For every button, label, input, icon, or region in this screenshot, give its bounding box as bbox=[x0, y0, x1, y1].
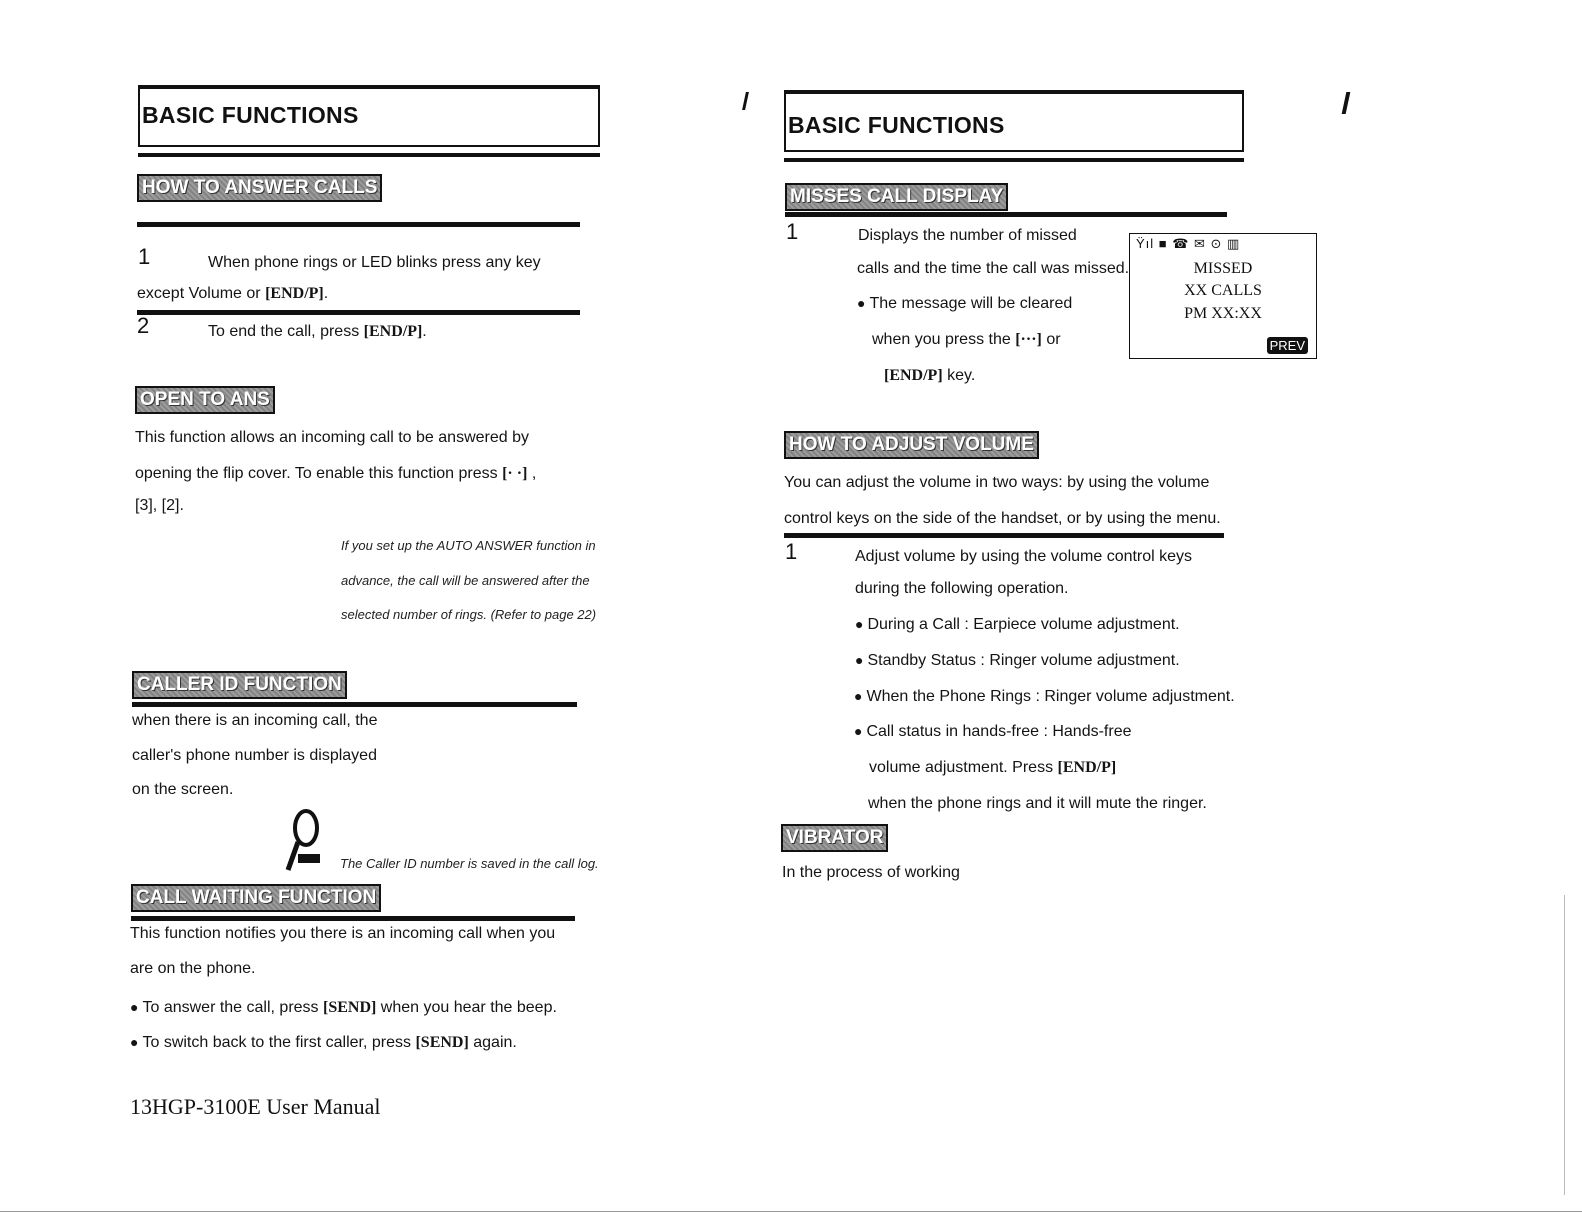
caller-line-1: when there is an incoming call, the bbox=[132, 712, 378, 729]
waiting-line-2: are on the phone. bbox=[130, 960, 256, 977]
page-bottom-edge bbox=[0, 1211, 1582, 1212]
volume-bullet-3: ● When the Phone Rings : Ringer volume adjustment. bbox=[854, 688, 1235, 705]
answer-rule bbox=[137, 222, 580, 227]
answer-step2-number: 2 bbox=[137, 313, 150, 338]
answer-calls-heading: HOW TO ANSWER CALLS bbox=[137, 174, 382, 202]
volume-bullet-4: ● Call status in hands-free : Hands-free bbox=[854, 723, 1132, 740]
answer-step1-continued: except Volume or [END/P]. bbox=[137, 285, 329, 302]
answer-step1-text: When phone rings or LED blinks press any key bbox=[208, 254, 541, 271]
open-note-line-2: advance, the call will be answered after the bbox=[341, 573, 590, 588]
volume-intro-1: You can adjust the volume in two ways: by using the volume bbox=[784, 474, 1210, 491]
note-icon bbox=[276, 808, 326, 878]
adjust-volume-heading: HOW TO ADJUST VOLUME bbox=[784, 431, 1039, 459]
lcd-line-1: MISSED bbox=[1193, 260, 1253, 277]
open-note-line-3: selected number of rings. (Refer to page 22) bbox=[341, 607, 597, 622]
missed-line-5: [END/P] key. bbox=[884, 367, 976, 384]
scan-mark-right bbox=[1342, 92, 1351, 114]
vibrator-line-1: In the process of working bbox=[782, 864, 960, 881]
volume-rule bbox=[784, 533, 1224, 538]
open-note-line-1: If you set up the AUTO ANSWER function in bbox=[341, 538, 596, 553]
volume-intro-2: control keys on the side of the handset, or by using the menu. bbox=[784, 510, 1221, 527]
left-page-title: BASIC FUNCTIONS bbox=[142, 102, 359, 128]
open-line-3: [3], [2]. bbox=[135, 497, 184, 514]
missed-line-2: calls and the time the call was missed. bbox=[857, 260, 1130, 277]
scan-mark-left bbox=[742, 92, 749, 110]
lcd-line-2: XX CALLS bbox=[1184, 282, 1262, 299]
waiting-bullet-1: ● To answer the call, press [SEND] when you hear the beep. bbox=[130, 999, 557, 1016]
call-waiting-heading: CALL WAITING FUNCTION bbox=[131, 884, 381, 912]
lcd-prev-softkey: PREV bbox=[1267, 337, 1308, 354]
missed-rule bbox=[785, 212, 1227, 217]
missed-step-number: 1 bbox=[786, 219, 799, 244]
missed-line-1: Displays the number of missed bbox=[858, 227, 1077, 244]
answer-step-divider bbox=[137, 310, 580, 315]
right-page-title: BASIC FUNCTIONS bbox=[788, 112, 1005, 138]
open-line-1: This function allows an incoming call to be answered by bbox=[135, 429, 529, 446]
waiting-bullet-2: ● To switch back to the first caller, press [SEND] again. bbox=[130, 1034, 517, 1051]
open-to-ans-heading: OPEN TO ANS bbox=[135, 386, 275, 414]
missed-call-heading: MISSES CALL DISPLAY bbox=[785, 183, 1008, 211]
lcd-line-3: PM XX:XX bbox=[1184, 305, 1262, 322]
volume-bullet-1: ● During a Call : Earpiece volume adjustment. bbox=[855, 616, 1180, 633]
caller-note: The Caller ID number is saved in the call log. bbox=[340, 856, 599, 871]
missed-line-3: ● The message will be cleared bbox=[857, 295, 1073, 312]
volume-step-line-1: Adjust volume by using the volume control keys bbox=[855, 548, 1193, 565]
vibrator-heading: VIBRATOR bbox=[781, 824, 888, 852]
caller-line-3: on the screen. bbox=[132, 781, 234, 798]
missed-line-4: when you press the [···] or bbox=[872, 331, 1061, 348]
open-line-2: opening the flip cover. To enable this function press [· ·] , bbox=[135, 465, 537, 482]
caller-rule bbox=[132, 702, 577, 707]
volume-bullet-2: ● Standby Status : Ringer volume adjustment. bbox=[855, 652, 1180, 669]
volume-bullet-4-cont-2: when the phone rings and it will mute the ringer. bbox=[868, 795, 1207, 812]
lcd-screen-illustration bbox=[1129, 233, 1317, 359]
lcd-status-icons: Ÿıl ■ ☎ ✉ ⊙ ▥ bbox=[1136, 236, 1241, 251]
scan-mark-right-edge bbox=[1564, 895, 1565, 1195]
waiting-rule bbox=[131, 916, 575, 921]
volume-step-line-2: during the following operation. bbox=[855, 580, 1069, 597]
waiting-line-1: This function notifies you there is an incoming call when you bbox=[130, 925, 556, 942]
page-footer: 13HGP-3100E User Manual bbox=[130, 1094, 381, 1119]
answer-step1-number: 1 bbox=[138, 244, 151, 269]
volume-step-number: 1 bbox=[785, 539, 798, 564]
volume-bullet-4-cont-1: volume adjustment. Press [END/P] bbox=[869, 759, 1117, 776]
caller-line-2: caller's phone number is displayed bbox=[132, 747, 377, 764]
answer-step2-text: To end the call, press [END/P]. bbox=[208, 323, 427, 340]
caller-id-heading: CALLER ID FUNCTION bbox=[132, 671, 347, 699]
